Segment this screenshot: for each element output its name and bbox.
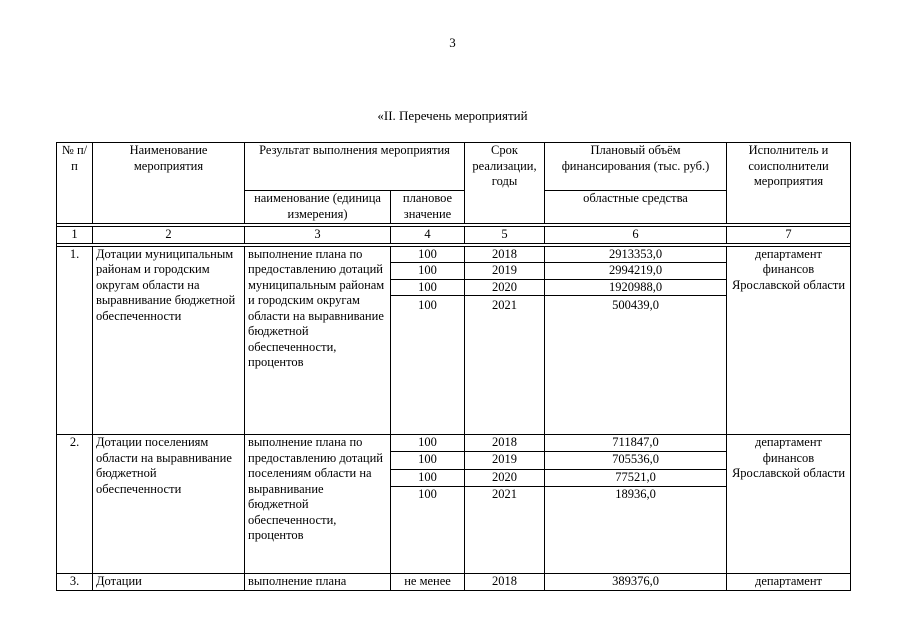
- header-result-group: Результат выполнения мероприятия: [245, 143, 465, 191]
- header-result-unit: наименование (единица измерения): [245, 191, 391, 224]
- column-number: 3: [245, 227, 391, 244]
- plan-value: 100: [391, 296, 465, 435]
- year: 2018: [465, 435, 545, 452]
- plan-value: 100: [391, 246, 465, 263]
- header-row-top: [57, 143, 851, 191]
- result-name: выполнение плана по предоставлению дотаций поселениям области на выравнивание бюджетной обеспеченности, процентов: [245, 435, 391, 574]
- table-row: [57, 435, 851, 452]
- page-number: 3: [449, 35, 456, 50]
- column-number: 1: [57, 227, 93, 244]
- activity-name: Дотации поселениям области на выравнивание бюджетной обеспеченности: [93, 435, 245, 574]
- year: 2018: [465, 574, 545, 591]
- executor: департамент финансов Ярославской области: [727, 435, 851, 574]
- funding-amount: 77521,0: [545, 469, 727, 486]
- funding-amount: 2913353,0: [545, 246, 727, 263]
- plan-value: 100: [391, 487, 465, 574]
- column-number: 6: [545, 227, 727, 244]
- header-name: Наименование мероприятия: [93, 143, 245, 224]
- executor: департамент: [727, 574, 851, 591]
- header-funding-regional: областные средства: [545, 191, 727, 224]
- header-executor: Исполнитель и соисполнители мероприятия: [727, 143, 851, 224]
- plan-value: 100: [391, 469, 465, 486]
- plan-value: 100: [391, 279, 465, 296]
- row-number: 2.: [57, 435, 93, 574]
- row-number: 1.: [57, 246, 93, 435]
- activity-name: Дотации: [93, 574, 245, 591]
- column-number: 2: [93, 227, 245, 244]
- year: 2018: [465, 246, 545, 263]
- plan-value: 100: [391, 452, 465, 469]
- year: 2021: [465, 487, 545, 574]
- activities-table: [56, 142, 851, 591]
- column-number: 5: [465, 227, 545, 244]
- header-result-plan: плановое значение: [391, 191, 465, 224]
- year: 2021: [465, 296, 545, 435]
- activity-name: Дотации муниципальным районам и городским округам области на выравнивание бюджетной обеспеченности: [93, 246, 245, 435]
- table-row: [57, 246, 851, 263]
- funding-amount: 711847,0: [545, 435, 727, 452]
- funding-amount: 389376,0: [545, 574, 727, 591]
- year: 2019: [465, 263, 545, 280]
- funding-amount: 2994219,0: [545, 263, 727, 280]
- table-row: [57, 574, 851, 591]
- funding-amount: 705536,0: [545, 452, 727, 469]
- result-name: выполнение плана: [245, 574, 391, 591]
- year: 2020: [465, 469, 545, 486]
- header-funding-group: Плановый объём финансирования (тыс. руб.): [545, 143, 727, 191]
- plan-value: не менее: [391, 574, 465, 591]
- column-number: 4: [391, 227, 465, 244]
- header-term: Срок реализации, годы: [465, 143, 545, 224]
- year: 2020: [465, 279, 545, 296]
- column-numbers-row: [57, 227, 851, 244]
- year: 2019: [465, 452, 545, 469]
- plan-value: 100: [391, 435, 465, 452]
- executor: департамент финансов Ярославской области: [727, 246, 851, 435]
- header-num: № п/п: [57, 143, 93, 224]
- funding-amount: 18936,0: [545, 487, 727, 574]
- section-title: «II. Перечень мероприятий: [377, 108, 528, 123]
- funding-amount: 1920988,0: [545, 279, 727, 296]
- column-number: 7: [727, 227, 851, 244]
- plan-value: 100: [391, 263, 465, 280]
- row-number: 3.: [57, 574, 93, 591]
- funding-amount: 500439,0: [545, 296, 727, 435]
- result-name: выполнение плана по предоставлению дотаций муниципальным районам и городским округам области на выравнивание бюджетной обеспеченности, процентов: [245, 246, 391, 435]
